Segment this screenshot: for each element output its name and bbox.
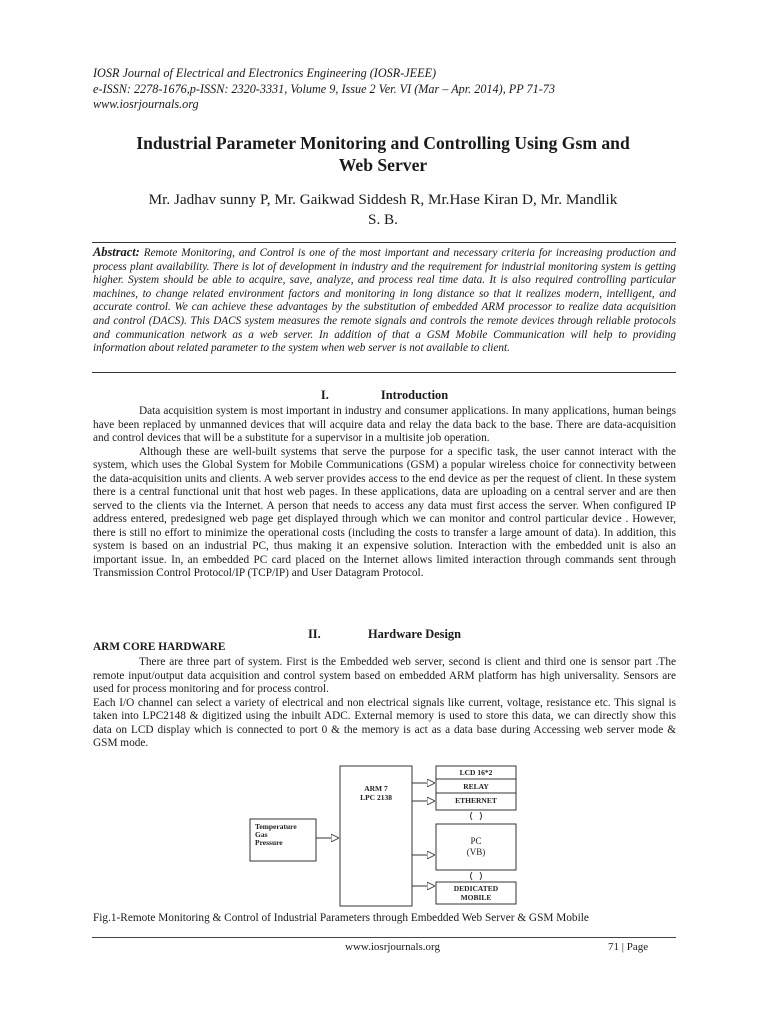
ethernet-label: ETHERNET [455, 796, 497, 805]
abstract-top-rule [92, 242, 676, 243]
abstract-label: Abstract: [93, 245, 140, 259]
footer-rule [92, 937, 676, 938]
section-1-heading [93, 388, 676, 403]
journal-header [93, 66, 683, 113]
footer-url: www.iosrjournals.org [345, 941, 441, 953]
paper-title [80, 132, 686, 176]
lcd-label: LCD 16*2 [459, 768, 493, 777]
section-2-body [93, 656, 676, 751]
mobile-label-line1: DEDICATED [453, 884, 499, 893]
arm-label: ARM 7 [364, 784, 388, 793]
abstract-bottom-rule [92, 372, 676, 373]
abstract-text: Remote Monitoring, and Control is one of the most important and necessary criteria for increasing production and process plant availability. There is lot of development in industry and the requirement for industrial monitoring system is getting higher. System should be able to acquire, save, analyze, and process real time data. It is also required controlling particular machines, to change related environment factors and monitoring in long distance so that it realizes modern, intelligent, and accurate control. We can achieve these advantages by the substitution of embedded ARM processor to realize data acquisition and control (DACS). This DACS system measures the remote signals and controls the remote devices through reliable protocols and communication network as a web server. In addition of that a GSM Mobile Communication will help to providing information about related parameter to the system when web server is not available to client. [93, 247, 676, 355]
author-list [90, 190, 676, 230]
connector-bracket-left-2 [471, 872, 473, 880]
relay-label: RELAY [463, 782, 489, 791]
section-2-paragraph-2: Each I/O channel can select a variety of electrical and non electrical signals like current, voltage, resistance etc. This signal is taken into LPC2148 & digitized using the inbuilt ADC. External memory is used to store this data, we can directly show this data on LCD display which is connected to port 0 & the memory is act as a data base during Accessing web server mode & GSM mode. [93, 696, 676, 749]
footer-page-number: 71 | Page [608, 941, 649, 953]
sensor-label-temperature: Temperature [255, 822, 297, 831]
section-1-number: I. [320, 388, 329, 402]
section-2-title: Hardware Design [367, 627, 462, 641]
section-1-paragraph-2: Although these are well-built systems that serve the purpose for a specific task, the user cannot interact with the system, which uses the Global System for Mobile Communications (GSM) a popular wireless choice for connectivity between the data-acquisition units and clients. A web server provides access to the end device as per the request of client. In these system there is a central functional unit that host web pages. In these applications, data are uploading on a central server and are then served to the clients via the Internet. A person that needs to access any data must first access the server. When configured IP address entered, predesigned web page get displayed through which we can monitor and control particular device . However, there is still no effort to minimize the operational costs (including the costs to transfer a large amount of data). In addition, this system is based on an industrial PC, thus making it an expensive solution. Interaction with the embedded unit is also an important issue. In, an embedded PC card placed on the Internet allows limited interaction through commands sent through Transmission Control Protocol/IP (TCP/IP) and User Datagram Protocol. [93, 445, 676, 579]
arm-model-label: LPC 2138 [360, 793, 392, 802]
mobile-label-line2: MOBILE [460, 893, 492, 902]
section-2-paragraph-1: There are three part of system. First is the Embedded web server, second is client and third one is sensor part .The remote input/output data acquisition and control system based on embedded ARM platform has high universality. Sensors are used for process monitoring and for process control. [93, 656, 676, 695]
section-2-number: II. [307, 627, 321, 641]
sensor-label-gas: Gas [255, 830, 268, 839]
section-1-paragraph-1: Data acquisition system is most important in industry and consumer applications. In many applications, human beings have been replaced by unmanned devices that will acquire data and relay the data back to the base. There are data-acquisition and control devices that will be a substitute for a supervisor in a multisite job operation. [93, 405, 676, 444]
connector-bracket-left-1 [471, 812, 473, 820]
author-list-line1: Mr. Jadhav sunny P, Mr. Gaikwad Siddesh R, Mr.Hase Kiran D, Mr. Mandlik [148, 191, 618, 208]
journal-issn: e-ISSN: 2278-1676,p-ISSN: 2320-3331, Volume 9, Issue 2 Ver. VI (Mar – Apr. 2014), PP 71-73 [93, 81, 555, 96]
pc-label: PC [470, 836, 482, 846]
journal-website: www.iosrjournals.org [93, 97, 199, 111]
figure-1-caption: Fig.1-Remote Monitoring & Control of Industrial Parameters through Embedded Web Server & GSM Mobile [93, 912, 589, 924]
paper-title-line2: Web Server [338, 155, 428, 175]
connector-bracket-right-1 [480, 812, 482, 820]
figure-1-block-diagram [246, 762, 528, 908]
author-list-line2: S. B. [368, 211, 398, 228]
journal-name: IOSR Journal of Electrical and Electronics Engineering (IOSR-JEEE) [93, 66, 437, 80]
block-diagram-svg [246, 762, 528, 908]
pc-sub-label: (VB) [466, 847, 486, 857]
section-2-heading [93, 627, 676, 642]
section-1-title: Introduction [380, 388, 449, 402]
abstract-block [93, 246, 676, 356]
arm-core-subheading: ARM CORE HARDWARE [93, 641, 226, 653]
section-1-body [93, 405, 676, 581]
sensor-label-pressure: Pressure [255, 838, 283, 847]
paper-title-line1: Industrial Parameter Monitoring and Controlling Using Gsm and [136, 133, 630, 153]
connector-bracket-right-2 [480, 872, 482, 880]
